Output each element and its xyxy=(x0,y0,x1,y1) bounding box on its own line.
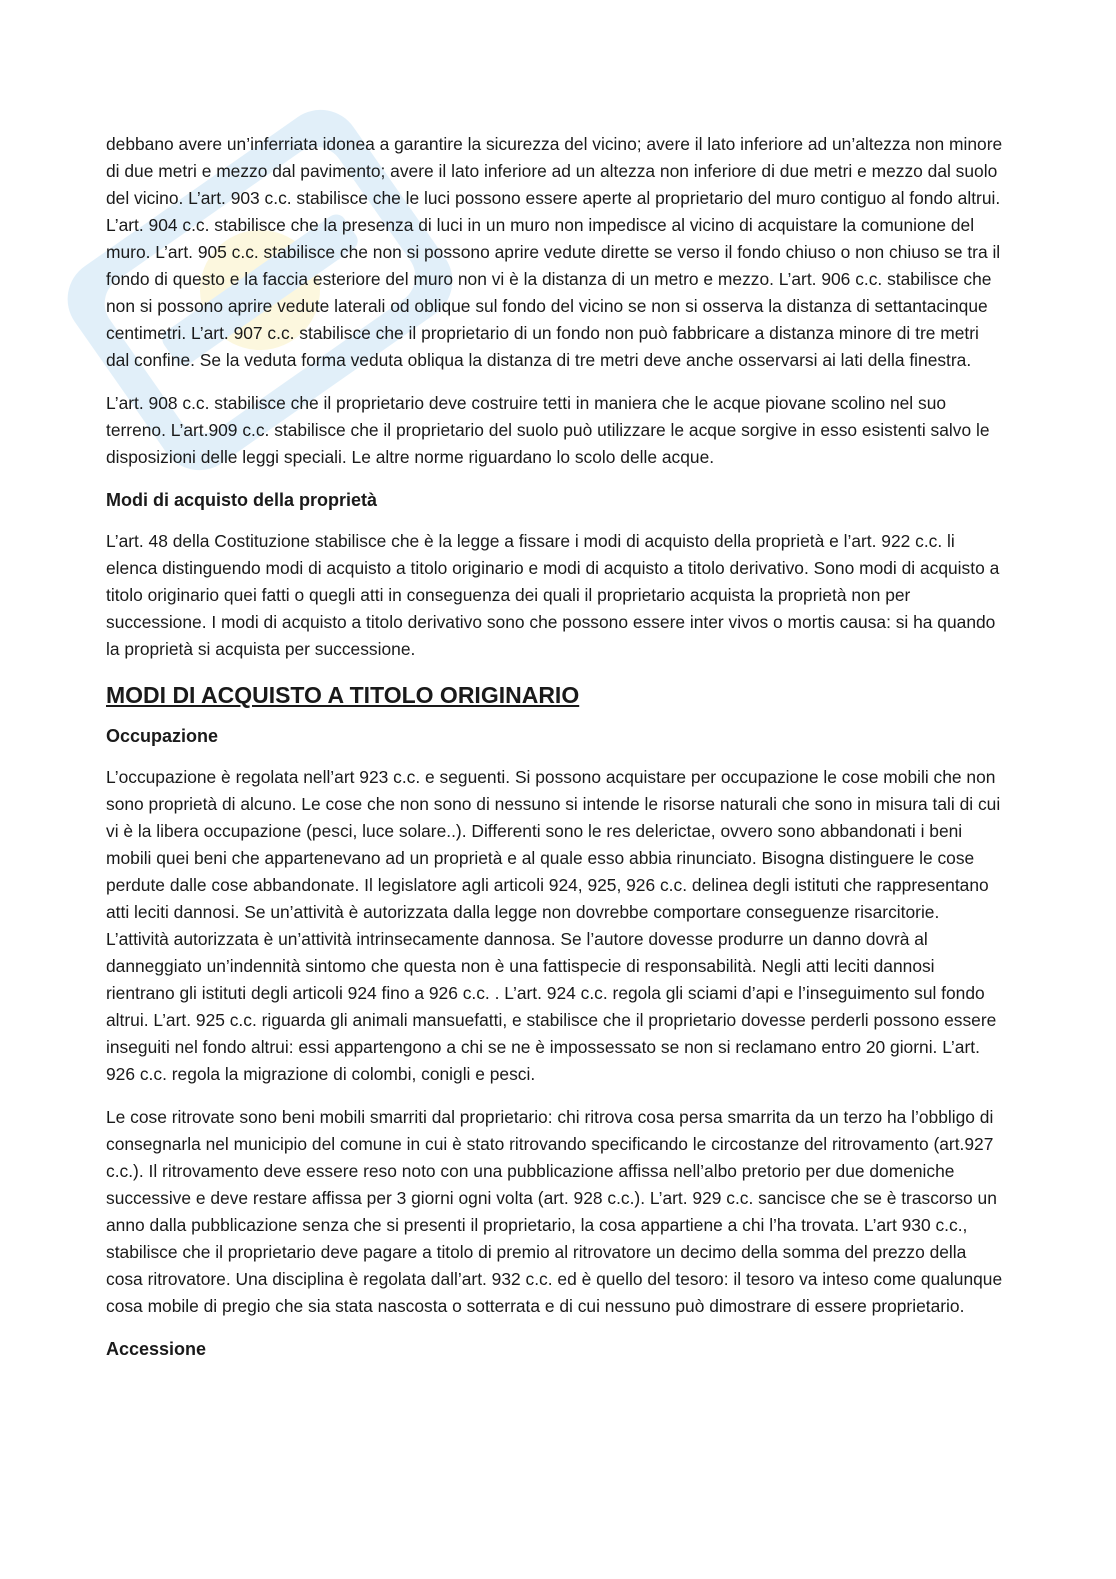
heading-modi-acquisto: Modi di acquisto della proprietà xyxy=(106,490,378,510)
paragraph-acque: L’art. 908 c.c. stabilisce che il proprietario deve costruire tetti in maniera che le acque piovane scolino nel suo terreno. L’art.909 c.c. stabilisce che il proprietario del suolo può utilizzare le acque sorgive in esso esistenti salvo le disposizioni delle leggi speciali. Le altre norme riguardano lo scolo delle acque. xyxy=(106,393,990,467)
section-title-titolo-originario: MODI DI ACQUISTO A TITOLO ORIGINARIO xyxy=(106,682,580,708)
paragraph-cose-ritrovate: Le cose ritrovate sono beni mobili smarriti dal proprietario: chi ritrova cosa persa smarrita da un terzo ha l’obbligo di consegnarla nel municipio del comune in cui è stato ritrovando specificando le circostanze del ritrovamento (art.927 c.c.). Il ritrovamento deve essere reso noto con una pubblicazione affissa nell’albo pretorio per due domeniche successive e deve restare affissa per 3 giorni ogni volta (art. 928 c.c.). L’art. 929 c.c. sancisce che se è trascorso un anno dalla pubblicazione senza che si presenti il proprietario, la cosa appartiene a chi l’ha trovata. L’art 930 c.c., stabilisce che il proprietario deve pagare a titolo di premio al ritrovatore un decimo della somma del prezzo della cosa ritrovatore. Una disciplina è regolata dall’art. 932 c.c. ed è quello del tesoro: il tesoro va inteso come qualunque cosa mobile di pregio che sia stata nascosta o sotterrata e di cui nessuno può dimostrare di essere proprietario. xyxy=(106,1107,1003,1316)
paragraph-occupazione: L’occupazione è regolata nell’art 923 c.c. e seguenti. Si possono acquistare per occupazione le cose mobili che non sono proprietà di alcuno. Le cose che non sono di nessuno si intende le risorse naturali che sono in misura tali di cui vi è la libera occupazione (pesci, luce solare..). Differenti sono le res delerictae, ovvero sono abbandonati i beni mobili quei beni che appartenevano ad un proprietà e al quale esso abbia rinunciato. Bisogna distinguere le cose perdute dalle cose abbandonate. Il legislatore agli articoli 924, 925, 926 c.c. delinea degli istituti che rappresentano atti leciti dannosi. Se un’attività è autorizzata dalla legge non dovrebbe comportare conseguenze risarcitorie. L’attività autorizzata è un’attività intrinsecamente dannosa. Se l’autore dovesse produrre un danno dovrà al danneggiato un’indennità sintomo che questa non è una fattispecie di responsabilità. Negli atti leciti dannosi rientrano gli istituti degli articoli 924 fino a 926 c.c. . L’art. 924 c.c. regola gli sciami d’api e l’inseguimento sul fondo altrui. L’art. 925 c.c. riguarda gli animali mansuefatti, e stabilisce che il proprietario dovesse perderli possono essere inseguiti nel fondo altrui: essi appartengono a chi se ne è impossessato se non si reclamano entro 20 giorni. L’art. 926 c.c. regola la migrazione di colombi, conigli e pesci. xyxy=(106,767,1001,1084)
paragraph-modi-acquisto: L’art. 48 della Costituzione stabilisce che è la legge a fissare i modi di acquisto della proprietà e l’art. 922 c.c. li elenca distinguendo modi di acquisto a titolo originario e modi di acquisto a titolo derivativo. Sono modi di acquisto a titolo originario quei fatti o quegli atti in conseguenza dei quali il proprietario acquista la proprietà non per successione. I modi di acquisto a titolo derivativo sono che possono essere inter vivos o mortis causa: si ha quando la proprietà si acquista per successione. xyxy=(106,531,1000,659)
heading-occupazione: Occupazione xyxy=(106,726,219,746)
heading-accessione: Accessione xyxy=(106,1339,207,1359)
document-page xyxy=(106,131,1006,1377)
paragraph-luci-vedute: debbano avere un’inferriata idonea a garantire la sicurezza del vicino; avere il lato inferiore ad un’altezza non minore di due metri e mezzo dal pavimento; avere il lato inferiore ad un altezza non inferiore di due metri e mezzo dal suolo del vicino. L’art. 903 c.c. stabilisce che le luci possono essere aperte al proprietario del muro contiguo al fondo altrui. L’art. 904 c.c. stabilisce che la presenza di luci in un muro non impedisce al vicino di acquistare la comunione del muro. L’art. 905 c.c. stabilisce che non si possono aprire vedute dirette se verso il fondo chiuso o non chiuso se tra il fondo di questo e la faccia esteriore del muro non vi è la distanza di un metro e mezzo. L’art. 906 c.c. stabilisce che non si possono aprire vedute laterali od oblique sul fondo del vicino se non si osserva la distanza di settantacinque centimetri. L’art. 907 c.c. stabilisce che il proprietario di un fondo non può fabbricare a distanza minore di tre metri dal confine. Se la veduta forma veduta obliqua la distanza di tre metri deve anche osservarsi ai lati della finestra. xyxy=(106,134,1003,370)
